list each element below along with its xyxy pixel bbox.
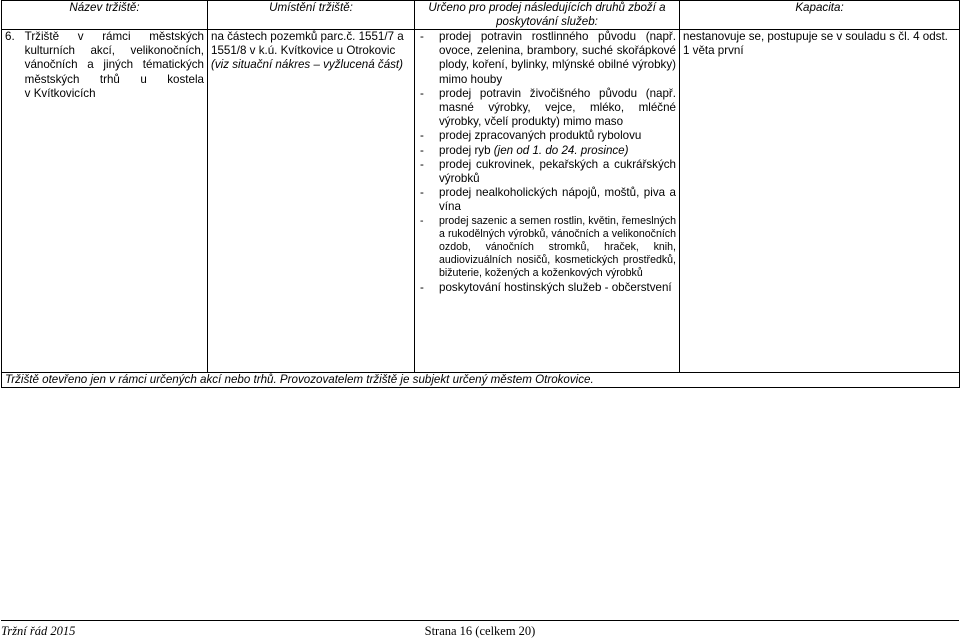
market-capacity: nestanovuje se, postupuje se v souladu s čl. 4 odst. 1 věta první: [683, 30, 948, 58]
goods-item: - prodej sazenic a semen rostlin, květin, řemeslných a rukodělných výrobků, vánočních a velikonočních ozdob, vánočních stromků, hraček, knih, audiovizuálních nosičů, kosmetických prostředků, bižuterie, kožených a koženkových výrobků: [418, 215, 676, 281]
page-number: Strana 16 (celkem 20): [424, 624, 536, 638]
market-number: 6.: [5, 30, 15, 43]
market-location: na částech pozemků parc.č. 1551/7 a 1551/8 v k.ú. Kvítkovice u Otrokovic: [211, 30, 404, 58]
table-header-row: [2, 1, 960, 30]
table-row: [2, 30, 960, 373]
page-footer: [1, 620, 959, 638]
goods-item: - prodej zpracovaných produktů rybolovu: [418, 129, 676, 143]
goods-item: - poskytování hostinských služeb - občerstvení: [418, 281, 676, 295]
goods-item: - prodej potravin živočišného původu (např. masné výrobky, vejce, mléko, mléčné výrobky, včelí produkty) mimo maso: [418, 87, 676, 130]
market-table: [1, 0, 960, 388]
goods-item: - prodej nealkoholických nápojů, moštů, piva a vína: [418, 186, 676, 214]
market-name: Tržiště v rámci městských kulturních akcí, velikonočních, vánočních a jiných tématických městských trhů u kostela: [24, 30, 204, 86]
goods-item: [418, 144, 676, 158]
goods-item: - prodej cukrovinek, pekařských a cukrářských výrobků: [418, 158, 676, 186]
market-location-note: (viz situační nákres – vyžlucená část): [211, 58, 404, 72]
document-name: Tržní řád 2015: [1, 624, 76, 638]
fish-period: (jen od 1. do 24. prosince): [493, 143, 629, 157]
goods-list: [418, 30, 676, 295]
header-location: Umístění tržiště:: [208, 1, 415, 30]
market-capacity-cell: [680, 30, 960, 373]
market-goods-cell: [415, 30, 680, 373]
table-footer-row: [2, 373, 960, 388]
market-footer-note: Tržiště otevřeno jen v rámci určených akcí nebo trhů. Provozovatelem tržiště je subjekt určený městem Otrokovice.: [2, 373, 960, 388]
header-goods: Určeno pro prodej následujících druhů zboží a poskytování služeb:: [415, 1, 680, 30]
market-name-cell: [2, 30, 208, 373]
goods-item: - prodej potravin rostlinného původu (např. ovoce, zelenina, brambory, suché skořápkové plody, koření, bylinky, mlýnské obilné výrobky) mimo houby: [418, 30, 676, 87]
header-capacity: Kapacita:: [680, 1, 960, 30]
market-location-cell: [208, 30, 415, 373]
goods-item-text: prodej ryb: [439, 143, 491, 157]
market-name-last-line: v Kvítkovicích: [24, 86, 96, 100]
header-name: Název tržiště:: [2, 1, 208, 30]
